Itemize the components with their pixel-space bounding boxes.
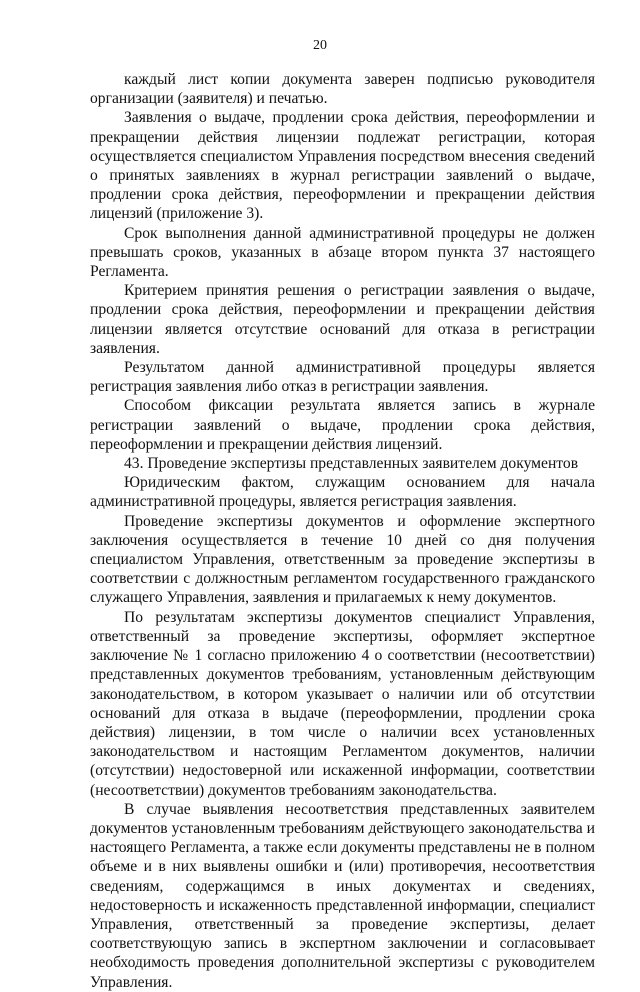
- section-heading-43: 43. Проведение экспертизы представленных заявителем документов: [124, 455, 579, 473]
- document-body: [90, 70, 595, 992]
- paragraph-expertise-term: Проведение экспертизы документов и оформление экспертного заключения осуществляется в течение 10 дней со дня получения специалистом Управления, ответственным за проведение экспертизы в соответствии с должностным регламентом государственного гражданского служащего Управления, заявления и прилагаемых к нему документов.: [90, 512, 595, 607]
- paragraph-fixation: Способом фиксации результата является запись в журнале регистрации заявлений о выдаче, продлении срока действия, переоформлении и прекращении действия лицензий.: [90, 397, 595, 453]
- paragraph-criterion: Критерием принятия решения о регистрации заявления о выдаче, продлении срока действия, переоформлении и прекращении действия лицензии является отсутствие оснований для отказа в регистрации заявления.: [90, 282, 595, 357]
- page-number: 20: [313, 38, 327, 53]
- paragraph-deadline: Срок выполнения данной административной процедуры не должен превышать сроков, указанных в абзаце втором пункта 37 настоящего Регламента.: [90, 224, 595, 281]
- paragraph-nonconformity: В случае выявления несоответствия представленных заявителем документов установленным требованиям действующего законодательства и настоящего Регламента, а также если документы представлены не в полном объеме и в них выявлены ошибки и (или) противоречия, несоответствия сведениям, содержащимся в иных документах и сведениях, недостоверность и искаженность представленной информации, специалист Управления, ответственный за проведение экспертизы, делает соответствующую запись в экспертном заключении и согласовывает необходимость проведения дополнительной экспертизы с руководителем Управления.: [90, 800, 595, 991]
- paragraph-expertise-results: По результатам экспертизы документов специалист Управления, ответственный за проведение экспертизы, оформляет экспертное заключение № 1 согласно приложению 4 о соответствии (несоответствии) представленных документов требованиям, установленным действующим законодательством, в котором указывает о наличии или об отсутствии оснований для отказа в выдаче (переоформлении, продлении срока действия) лицензии, в том числе о наличии всех установленных законодательством и настоящим Регламентом документов, наличии (отсутствии) недостоверной или искаженной информации, соответствии (несоответствии) документов требованиям законодательства.: [90, 608, 595, 799]
- paragraph-continuation: каждый лист копии документа заверен подписью руководителя организации (заявителя) и печатью.: [90, 71, 595, 108]
- paragraph-result: Результатом данной административной процедуры является регистрация заявления либо отказ в регистрации заявления.: [90, 359, 595, 396]
- paragraph-legal-fact: Юридическим фактом, служащим основанием для начала административной процедуры, является регистрация заявления.: [90, 474, 595, 511]
- paragraph-registration: Заявления о выдаче, продлении срока действия, переоформлении и прекращении действия лицензии подлежат регистрации, которая осуществляется специалистом Управления посредством внесения сведений о принятых заявлениях в журнал регистрации заявлений о выдаче, продлении срока действия, переоформлении и прекращении действия лицензий (приложение 3).: [90, 109, 595, 223]
